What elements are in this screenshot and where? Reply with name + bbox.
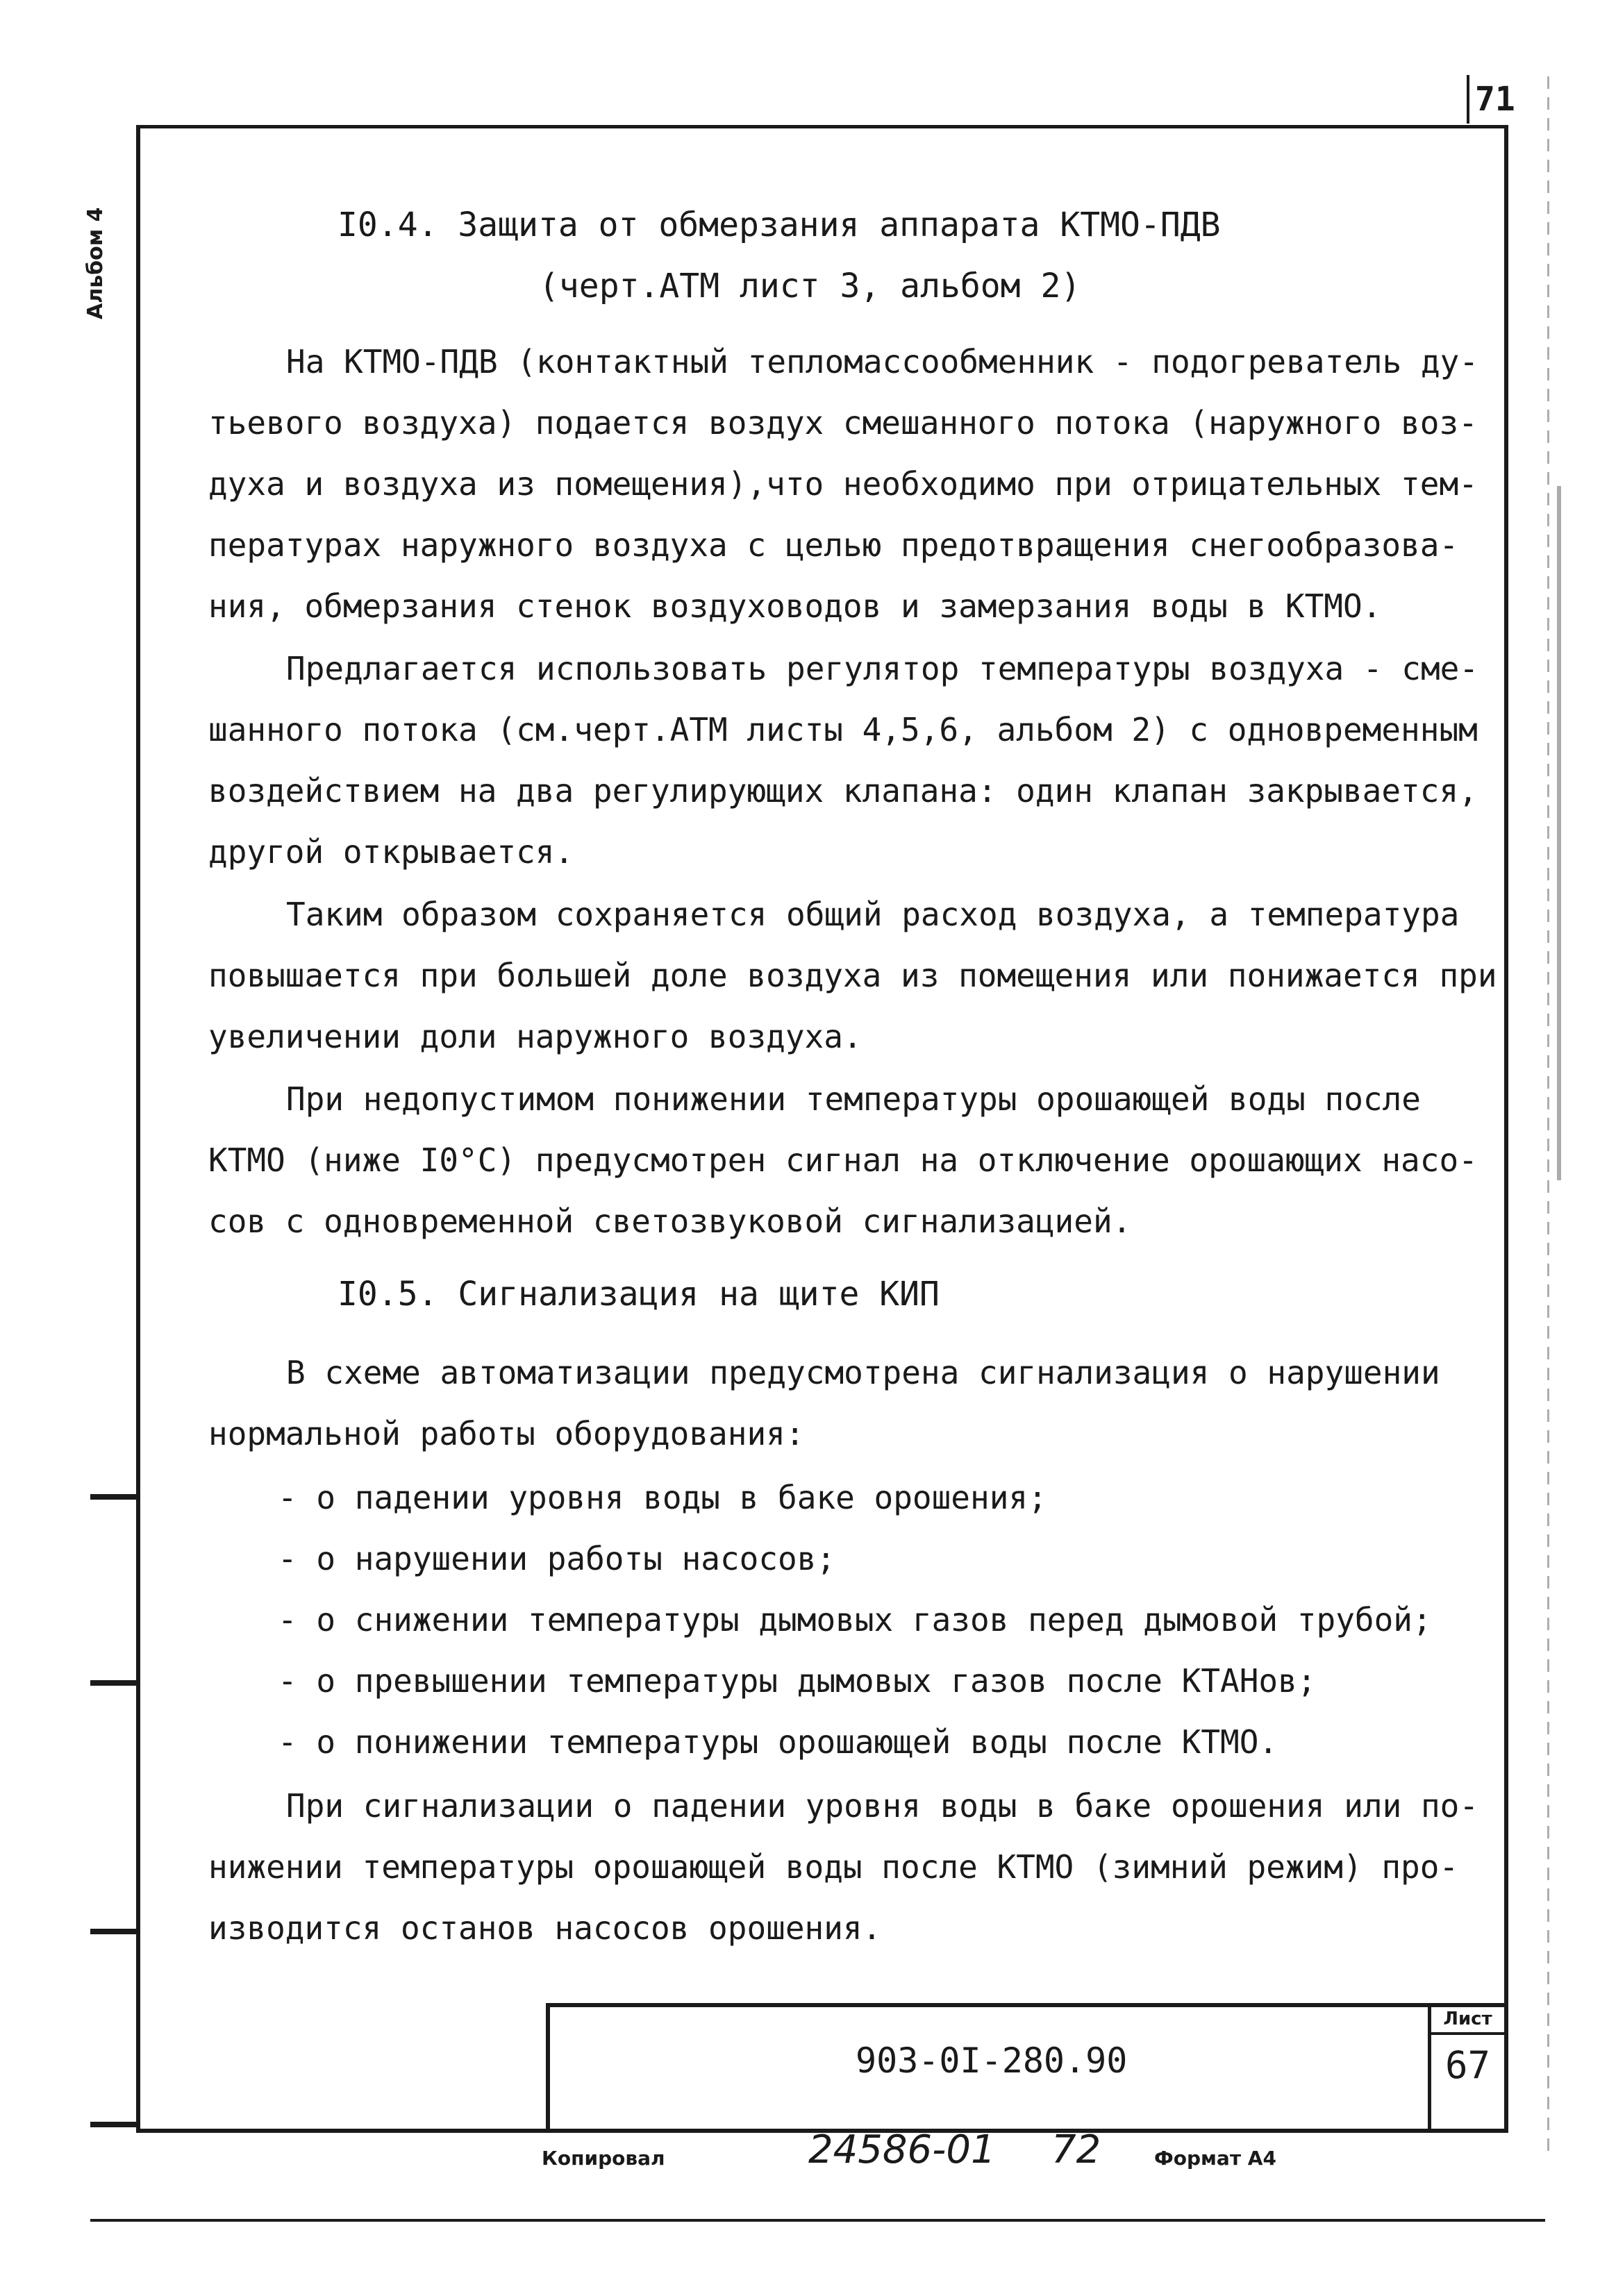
- paragraph-line: нижении температуры орошающей воды после КТМО (зимний режим) про-: [208, 1848, 1459, 1886]
- paragraph-line: шанного потока (см.черт.АТМ листы 4,5,6, альбом 2) с одновременным: [208, 711, 1478, 748]
- paragraph-line: ния, обмерзания стенок воздуховодов и замерзания воды в КТМО.: [208, 587, 1382, 625]
- paragraph-line: Таким образом сохраняется общий расход воздуха, а температура: [286, 896, 1460, 933]
- sheet-number: 67: [1444, 2043, 1491, 2087]
- paragraph-line: тьевого воздуха) подается воздух смешанного потока (наружного воз-: [208, 404, 1478, 442]
- paragraph-line: При недопустимом понижении температуры орошающей воды после: [286, 1080, 1421, 1118]
- paragraph-line: повышается при большей доле воздуха из помещения или понижается при: [208, 957, 1497, 994]
- paragraph-line: изводится останов насосов орошения.: [208, 1909, 882, 1947]
- paragraph-line: воздействием на два регулирующих клапана: один клапан закрывается,: [208, 772, 1478, 810]
- margin-tick: [90, 2122, 136, 2127]
- paragraph-line: нормальной работы оборудования:: [208, 1415, 805, 1452]
- margin-tick: [90, 1929, 136, 1934]
- corner-sheet-number: 71: [1467, 75, 1521, 124]
- list-item: - о понижении температуры орошающей воды после КТМО.: [278, 1723, 1278, 1761]
- list-item: - о снижении температуры дымовых газов перед дымовой трубой;: [278, 1601, 1432, 1639]
- paragraph-line: На КТМО-ПДВ (контактный тепломассообменник - подогреватель ду-: [286, 343, 1479, 380]
- bottom-rule: [90, 2219, 1545, 2222]
- section-10-4-title: I0.4. Защита от обмерзания аппарата КТМО-ПДВ: [338, 206, 1221, 244]
- paragraph-line: Предлагается использовать регулятор температуры воздуха - сме-: [286, 650, 1479, 687]
- margin-tick: [90, 1680, 136, 1686]
- copy-sheet-number: 72: [1051, 2127, 1101, 2172]
- list-item: - о падении уровня воды в баке орошения;: [278, 1479, 1047, 1516]
- sheet-cell: [1428, 2003, 1504, 2129]
- copy-number: 24586-01: [808, 2127, 996, 2172]
- paragraph-line: увеличении доли наружного воздуха.: [208, 1018, 862, 1055]
- margin-tick: [90, 1494, 136, 1500]
- document-code: 903-0I-280.90: [856, 2041, 1128, 2081]
- copied-label: Копировал: [542, 2147, 665, 2170]
- album-label: Альбом 4: [83, 207, 108, 319]
- format-label: Формат А4: [1154, 2147, 1276, 2170]
- paragraph-line: другой открывается.: [208, 833, 574, 871]
- list-item: - о превышении температуры дымовых газов после КТАНов;: [278, 1662, 1317, 1700]
- paragraph-line: пературах наружного воздуха с целью предотвращения снегообразова-: [208, 526, 1459, 564]
- paragraph-line: КТМО (ниже I0°С) предусмотрен сигнал на отключение орошающих насо-: [208, 1141, 1478, 1179]
- scan-edge-marks: [1547, 76, 1549, 2159]
- paragraph-line: сов с одновременной светозвуковой сигнализацией.: [208, 1203, 1132, 1240]
- sheet-label: Лист: [1431, 2003, 1504, 2035]
- list-item: - о нарушении работы насосов;: [278, 1540, 836, 1577]
- paragraph-line: В схеме автоматизации предусмотрена сигнализация о нарушении: [286, 1354, 1440, 1391]
- section-10-5-title: I0.5. Сигнализация на щите КИП: [338, 1275, 940, 1314]
- paragraph-line: При сигнализации о падении уровня воды в баке орошения или по-: [286, 1787, 1479, 1825]
- title-block: [546, 2003, 1504, 2129]
- scan-edge-shadow: [1557, 486, 1561, 1180]
- section-10-4-subtitle: (черт.АТМ лист 3, альбом 2): [539, 267, 1081, 305]
- paragraph-line: духа и воздуха из помещения),что необходимо при отрицательных тем-: [208, 465, 1478, 503]
